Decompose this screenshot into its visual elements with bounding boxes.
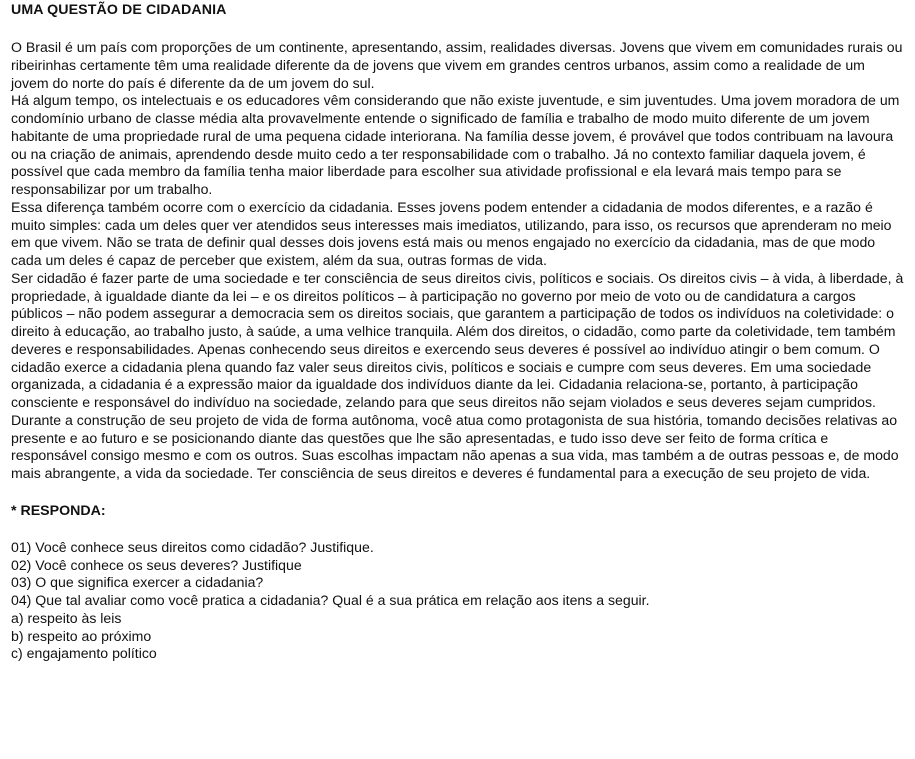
paragraph-diferenca-cidadania: Essa diferença também ocorre com o exercício da cidadania. Esses jovens podem entender a cidadania de modos diferentes, e a razão é muito simples: cada um deles quer ver atendidos seus interesses mais imediatos, utilizando, para isso, os recursos que aprenderam no meio em que vivem. Não se trata de definir qual desses dois jovens está mais ou menos engajado no exercício da cidadania, mas de que modo cada um deles é capaz de perceber que existem, além da sua, outras formas de vida. bbox=[11, 198, 892, 268]
paragraph-brasil: O Brasil é um país com proporções de um continente, apresentando, assim, realidades diversas. Jovens que vivem em comunidades rurais ou ribeirinhas certamente têm uma realidade diferente da de jovens que vivem em grandes centros urbanos, assim como a realidade de um jovem do norte do país é diferente da de um jovem do sul. bbox=[11, 39, 903, 91]
paragraph-ser-cidadao: Ser cidadão é fazer parte de uma sociedade e ter consciência de seus direitos civis, políticos e sociais. Os direitos civis – à vida, à liberdade, à propriedade, à igualdade diante da lei – e os direitos políticos – à participação no governo por meio de voto ou de candidatura a cargos públicos – não podem assegurar a democracia sem os direitos sociais, que garantem a participação de todos os indivíduos na coletividade: o direito à educação, ao trabalho justo, à saúde, a uma velhice tranquila. Além dos direitos, o cidadão, como parte da coletividade, tem também deveres e responsabilidades. Apenas conhecendo seus direitos e exercendo seus deveres é possível ao indivíduo atingir o bem comum. O cidadão exerce a cidadania plena quando faz valer seus direitos civis, políticos e sociais e cumpre com seus deveres. Em uma sociedade organizada, a cidadania é a expressão maior da igualdade dos indivíduos diante da lei. Cidadania relaciona-se, portanto, à participação consciente e responsável do indivíduo na sociedade, zelando para que seus direitos não sejam violados e seus deveres sejam cumpridos. bbox=[11, 269, 904, 410]
question-item-a: a) respeito às leis bbox=[11, 609, 122, 626]
question-item-c: c) engajamento político bbox=[11, 645, 157, 662]
question-02: 02) Você conhece os seus deveres? Justifique bbox=[11, 556, 302, 573]
question-01: 01) Você conhece seus direitos como cidadão? Justifique. bbox=[11, 538, 374, 555]
document-body bbox=[11, 39, 906, 483]
respond-heading: * RESPONDA: bbox=[11, 502, 106, 519]
question-item-b: b) respeito ao próximo bbox=[11, 627, 152, 644]
paragraph-juventudes: Há algum tempo, os intelectuais e os educadores vêm considerando que não existe juventude, e sim juventudes. Uma jovem moradora de um condomínio urbano de classe média alta provavelmente entende o significado de família e trabalho de modo muito diferente de um jovem habitante de uma propriedade rural de uma pequena cidade interiorana. Na família desse jovem, é provável que todos contribuam na lavoura ou na criação de animais, aprendendo desde muito cedo a ter responsabilidade com o trabalho. Já no contexto familiar daquela jovem, é possível que cada membro da família tenha maior liberdade para escolher sua atividade profissional e ela levará mais tempo para se responsabilizar por um trabalho. bbox=[11, 92, 900, 197]
question-04: 04) Que tal avaliar como você pratica a cidadania? Qual é a sua prática em relação aos itens a seguir. bbox=[11, 592, 650, 608]
paragraph-projeto-de-vida: Durante a construção de seu projeto de vida de forma autônoma, você atua como protagonista de sua história, tomando decisões relativas ao presente e ao futuro e se posicionando diante das questões que lhe são apresentadas, e tudo isso deve ser feito de forma crítica e responsável consigo mesmo e com os outros. Suas escolhas impactam não apenas a sua vida, mas também a de outras pessoas e, de modo mais abrangente, a vida da sociedade. Ter consciência de seus direitos e deveres é fundamental para a execução de seu projeto de vida. bbox=[11, 411, 899, 481]
document-title: UMA QUESTÃO DE CIDADANIA bbox=[11, 2, 227, 18]
question-list bbox=[11, 539, 915, 663]
question-03: 03) O que significa exercer a cidadania? bbox=[11, 574, 264, 591]
